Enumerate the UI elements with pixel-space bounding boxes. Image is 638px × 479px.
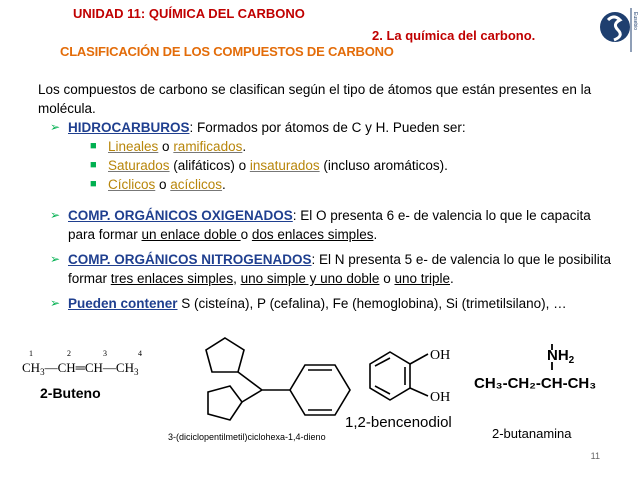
nitrogenados-text: .: [450, 271, 454, 286]
sub-text: o: [155, 177, 171, 192]
nitrogenados-text: : El N presenta 5 e- de valencia lo que le posibilita formar: [68, 252, 611, 286]
term-ciclicos: Cíclicos: [108, 177, 156, 192]
term-aciclicos: acíclicos: [170, 177, 223, 192]
sub-text: .: [222, 177, 226, 192]
logo-icon: [598, 0, 638, 60]
arrow-bullet-icon: ➢: [50, 120, 61, 134]
sub-text: (incluso aromáticos).: [319, 158, 448, 173]
term-pueden-contener: Pueden contener: [68, 296, 178, 311]
term-nitrogenados: COMP. ORGÁNICOS NITROGENADOS: [68, 252, 312, 267]
nh2-label: $NH_2$: [547, 347, 575, 366]
oh-label-1: OH: [430, 348, 451, 363]
term-lineales: Lineales: [108, 139, 159, 154]
page-number: 11: [590, 451, 600, 461]
sub-text: o: [158, 139, 174, 154]
square-bullet-icon: ■: [90, 140, 97, 152]
otros-text: S (cisteína), P (cefalina), Fe (hemoglobina), Si (trimetilsilano), …: [177, 296, 567, 311]
square-bullet-icon: ■: [90, 178, 97, 190]
sublist-item: [38, 156, 618, 175]
butene-num-4: 4: [138, 349, 142, 358]
oxigenados-text: : El O presenta 6 e- de valencia lo que le capacita para formar: [68, 208, 591, 242]
butene-num-3: 3: [103, 349, 107, 358]
sub-text: (alifáticos) o: [169, 158, 250, 173]
sublist-item: [38, 137, 618, 156]
list-item-hidrocarburos: [38, 118, 618, 137]
oxigenados-text: .: [373, 227, 378, 242]
butene-num-1: 1: [29, 349, 33, 358]
svg-text:Eusebio: Eusebio: [632, 12, 638, 31]
butene-formula: $CH_3—CH═CH—CH_3$: [22, 360, 139, 377]
molecules-strip: [0, 330, 638, 460]
cyclo-name: 3-(diciclopentilmetil)ciclohexa-1,4-dieno: [168, 432, 326, 442]
section-title: 2. La química del carbono.: [372, 28, 536, 43]
sublist-item: [38, 175, 618, 194]
term-hidrocarburos: HIDROCARBUROS: [68, 120, 190, 135]
butene-num-2: 2: [67, 349, 71, 358]
cyclo-structure: [206, 338, 350, 420]
amine-structure: [474, 344, 596, 441]
oxigenados-text: o: [240, 227, 252, 242]
sub-text: .: [242, 139, 247, 154]
amine-formula: CH₃-CH₂-CH-CH₃: [474, 375, 597, 392]
underlined-text: uno simple y uno doble: [240, 271, 380, 286]
catechol-structure: [370, 352, 428, 400]
hidrocarburos-text: : Formados por átomos de C y H. Pueden ser:: [189, 120, 466, 135]
arrow-bullet-icon: ➢: [50, 252, 61, 266]
nitrogenados-text: o: [379, 271, 395, 286]
butene-structure: [22, 349, 142, 401]
underlined-text: un enlace doble: [141, 227, 241, 242]
arrow-bullet-icon: ➢: [50, 296, 61, 310]
intro-text: Los compuestos de carbono se clasifican según el tipo de átomos que están presentes en la molécula.: [38, 82, 592, 116]
nitrogenados-text: ,: [233, 271, 241, 286]
arrow-bullet-icon: ➢: [50, 208, 61, 222]
term-oxigenados: COMP. ORGÁNICOS OXIGENADOS: [68, 208, 293, 223]
oh-label-2: OH: [430, 390, 451, 405]
term-saturados: Saturados: [108, 158, 170, 173]
term-ramificados: ramificados: [173, 139, 243, 154]
list-item-nitrogenados: [38, 250, 618, 288]
list-item-otros: [38, 294, 618, 313]
butene-name: 2-Buteno: [40, 385, 101, 401]
amine-name: 2-butanamina: [492, 426, 572, 441]
underlined-text: uno triple: [394, 271, 450, 286]
catechol-name: 1,2-bencenodiol: [345, 414, 452, 431]
unit-title: UNIDAD 11: QUÍMICA DEL CARBONO: [73, 6, 305, 21]
term-insaturados: insaturados: [249, 158, 320, 173]
underlined-text: tres enlaces simples: [110, 271, 234, 286]
square-bullet-icon: ■: [90, 159, 97, 171]
slide-body: [38, 80, 618, 313]
page-heading: CLASIFICACIÓN DE LOS COMPUESTOS DE CARBONO: [60, 44, 394, 59]
list-item-oxigenados: [38, 206, 618, 244]
underlined-text: dos enlaces simples: [251, 227, 374, 242]
